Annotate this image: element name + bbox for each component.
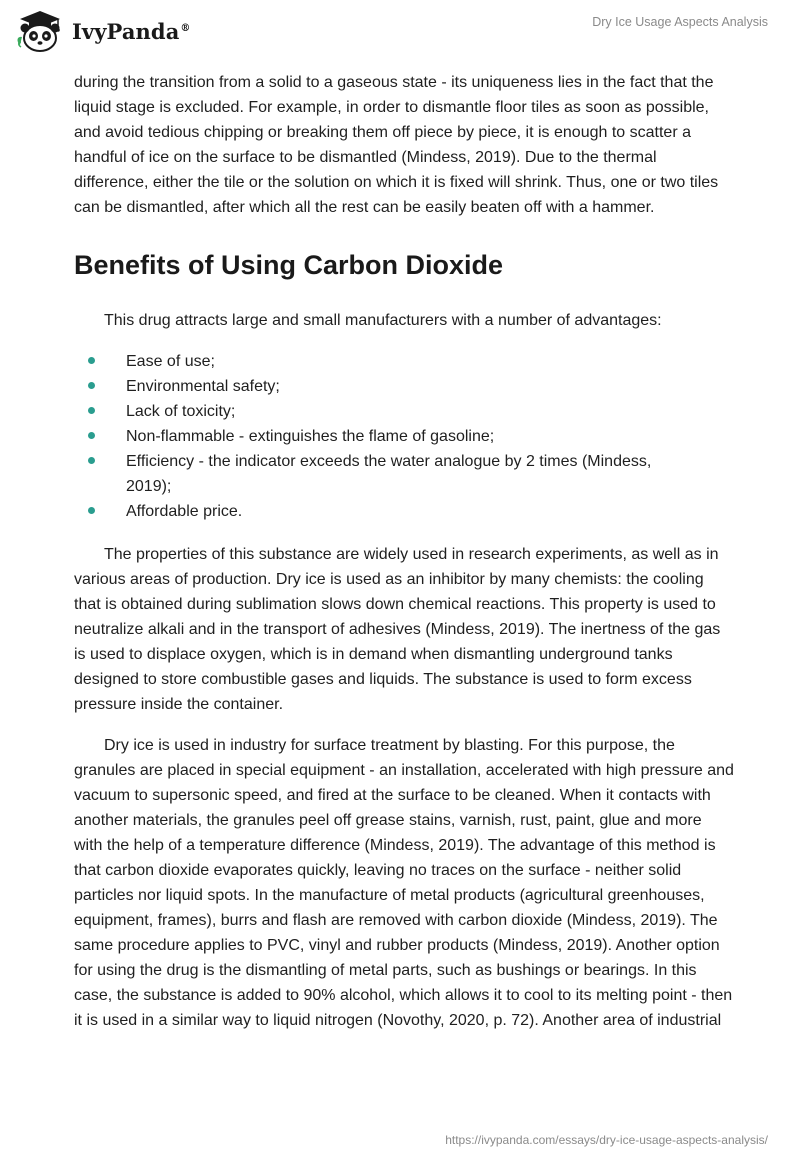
properties-paragraph: The properties of this substance are widely used in research experiments, as well as in various areas of production. Dry ice is used as an inhibitor by many chemists: the cooling that is obtained during sublimation slows down chemical reactions. This property is used to neutralize alkali and in the transport of adhesives (Mindess, 2019). The inertness of the gas is used to displace oxygen, which is in demand when dismantling underground tanks designed to store combustible gases and liquids. The substance is used to form excess pressure inside the container. [74,546,721,713]
blasting-paragraph: Dry ice is used in industry for surface treatment by blasting. For this purpose, the granules are placed in special equipment - an installation, accelerated with high pressure and vacuum to supersonic speed, and fired at the surface to be cleaned. When it contacts with another materials, the granules peel off grease stains, varnish, rust, paint, glue and more with the help of a temperature difference (Mindess, 2019). The advantage of this method is that carbon dioxide evaporates quickly, leaving no traces on the surface - neither solid particles nor liquid spots. In the manufacture of metal products (agricultural greenhouses, equipment, frames), burrs and flash are removed with carbon dioxide (Mindess, 2019). The same procedure applies to PVC, vinyl and rubber products (Mindess, 2019). Another option for using the drug is the dismantling of metal parts, such as bushings or bearings. In this case, the substance is added to 90% alcohol, which allows it to cool to its melting point - then it is used in a similar way to liquid nitrogen (Novothy, 2020, p. 72). Another area of industrial [74,737,734,1029]
list-item: Affordable price. [74,499,734,524]
intro-paragraph: during the transition from a solid to a gaseous state - its uniqueness lies in the fact that the liquid stage is excluded. For example, in order to dismantle floor tiles as soon as possible, and avoid tedious chipping or breaking them off piece by piece, it is enough to scatter a handful of ice on the surface to be dismantled (Mindess, 2019). Due to the thermal difference, either the tile or the solution on which it is fixed will shrink. Thus, one or two tiles can be dismantled, after which all the rest can be easily beaten off with a hammer. [74,74,719,216]
bullet-icon [88,432,95,439]
panda-graduate-icon [14,9,66,53]
bullet-icon [88,457,95,464]
list-item: Non-flammable - extinguishes the flame of gasoline; [74,424,734,449]
bullet-icon [88,407,95,414]
list-item: Efficiency - the indicator exceeds the water analogue by 2 times (Mindess, 2019); [74,449,734,499]
document-title: Dry Ice Usage Aspects Analysis [592,15,768,29]
brand-name: IvyPanda® [72,18,191,44]
list-item: Ease of use; [74,349,734,374]
benefits-list [74,349,734,524]
section-heading: Benefits of Using Carbon Dioxide [74,250,504,280]
list-item: Environmental safety; [74,374,734,399]
lead-paragraph: This drug attracts large and small manufacturers with a number of advantages: [104,312,662,329]
ivypanda-logo[interactable] [14,9,191,53]
bullet-icon [88,357,95,364]
page-header [0,0,800,64]
bullet-icon [88,382,95,389]
bullet-icon [88,507,95,514]
registered-mark: ® [180,22,191,34]
source-url[interactable]: https://ivypanda.com/essays/dry-ice-usage-aspects-analysis/ [445,1133,768,1147]
essay-content [74,70,734,1049]
list-item: Lack of toxicity; [74,399,734,424]
